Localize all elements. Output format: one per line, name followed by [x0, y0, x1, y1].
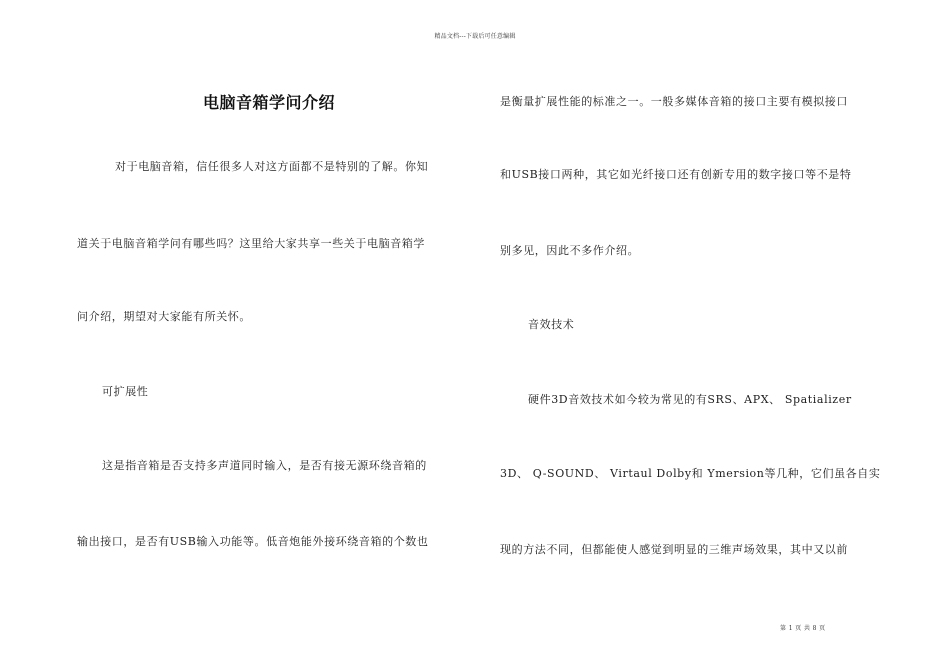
body-text-line: 这是指音箱是否支持多声道同时输入，是否有接无源环绕音箱的 [102, 459, 427, 472]
body-text-line: 是衡量扩展性能的标准之一。一般多媒体音箱的接口主要有模拟接口 [500, 95, 848, 108]
body-text-line: 输出接口，是否有USB输入功能等。低音炮能外接环绕音箱的个数也 [77, 535, 429, 548]
page-number: 第 1 页 共 8 页 [780, 625, 826, 632]
body-text-line: 和USB接口两种，其它如光纤接口还有创新专用的数字接口等不是特 [500, 168, 852, 181]
body-text-line: 3D、 Q-SOUND、 Virtaul Dolby和 Ymersion等几种，它们虽各自实 [500, 467, 881, 480]
body-text-line: 别多见，因此不多作介绍。 [500, 244, 640, 257]
body-text-line: 对于电脑音箱，信任很多人对这方面都不是特别的了解。你知 [115, 160, 429, 173]
document-title: 电脑音箱学问介绍 [202, 93, 335, 112]
page-header: 精品文档---下载后可任意编辑 [434, 33, 516, 40]
section-heading: 音效技术 [528, 318, 575, 331]
section-heading: 可扩展性 [102, 385, 149, 398]
body-text-line: 道关于电脑音箱学问有哪些吗？这里给大家共享一些关于电脑音箱学 [77, 237, 425, 250]
body-text-line: 问介绍，期望对大家能有所关怀。 [77, 310, 251, 323]
body-text-line: 硬件3D音效技术如今较为常见的有SRS、APX、 Spatializer [528, 393, 852, 406]
body-text-line: 现的方法不同，但都能使人感觉到明显的三维声场效果，其中又以前 [500, 543, 848, 556]
